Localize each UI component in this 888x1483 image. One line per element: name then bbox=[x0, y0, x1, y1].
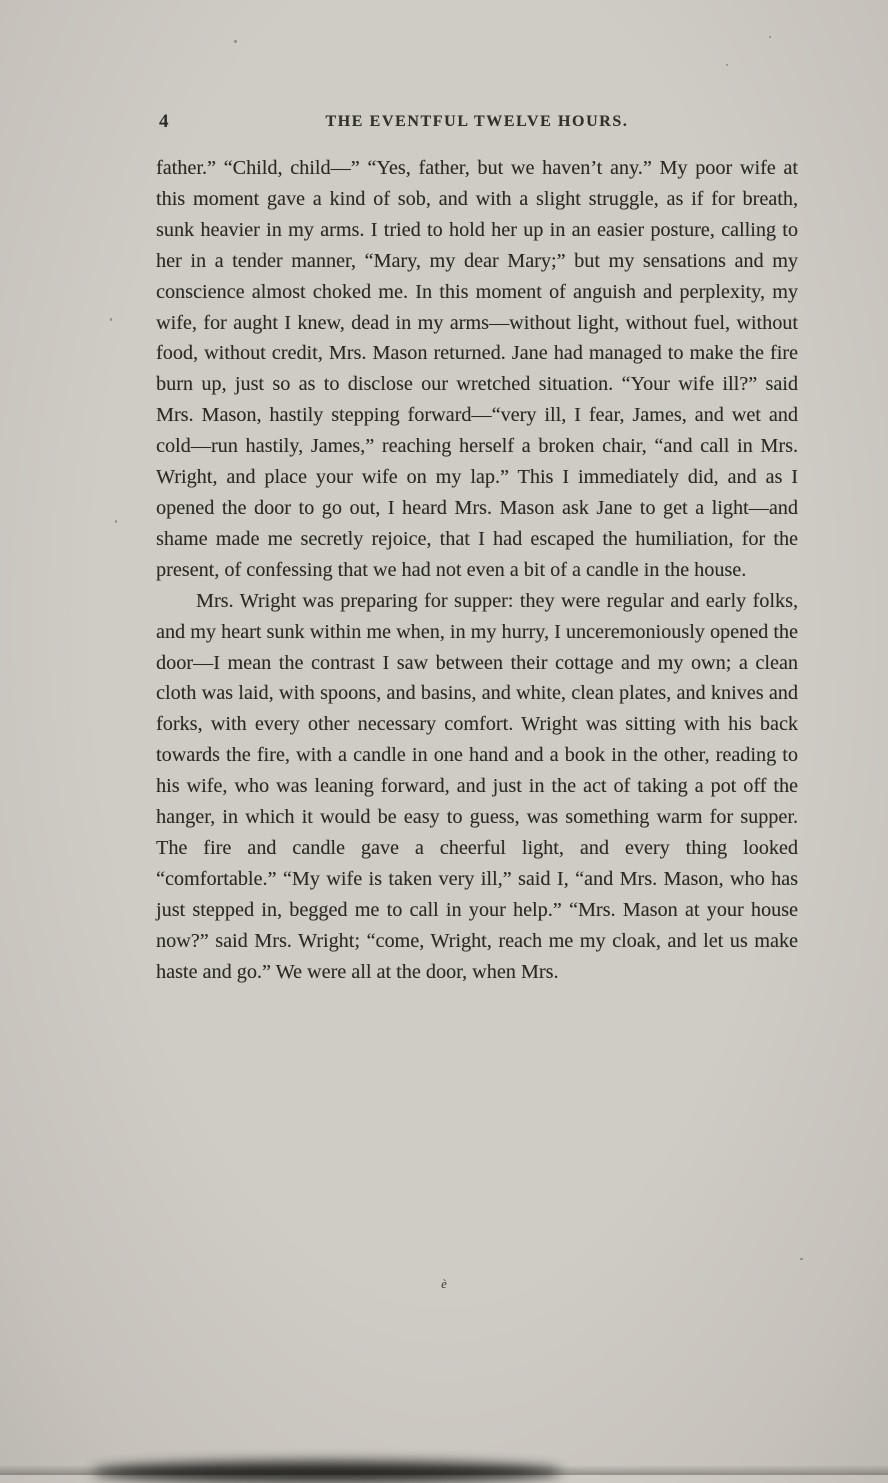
scan-speck bbox=[110, 318, 112, 321]
scan-speck bbox=[800, 1258, 803, 1260]
page-number: 4 bbox=[159, 111, 169, 132]
running-title: THE EVENTFUL TWELVE HOURS. bbox=[325, 113, 629, 130]
page-header bbox=[157, 110, 797, 136]
body-text bbox=[156, 153, 798, 987]
scan-speck bbox=[769, 36, 771, 38]
scan-speck bbox=[115, 520, 117, 523]
signature-mark: è bbox=[441, 1276, 447, 1291]
scan-speck bbox=[234, 40, 237, 43]
paragraph: father.” “Child, child—” “Yes, father, but we haven’t any.” My poor wife at this moment gave a kind of sob, and with a slight struggle, as if for breath, sunk heavier in my arms. I tried to hold her up in an easier posture, calling to her in a tender manner, “Mary, my dear Mary;” but my sensations and my conscience almost choked me. In this moment of anguish and perplexity, my wife, for aught I knew, dead in my arms—without light, without fuel, without food, without credit, Mrs. Mason returned. Jane had managed to make the fire burn up, just so as to disclose our wretched situation. “Your wife ill?” said Mrs. Mason, hastily stepping forward—“very ill, I fear, James, and wet and cold—run hastily, James,” reaching herself a broken chair, “and call in Mrs. Wright, and place your wife on my lap.” This I immediately did, and as I opened the door to go out, I heard Mrs. Mason ask Jane to get a light—and shame made me secretly rejoice, that I had escaped the humiliation, for the present, of confessing that we had not even a bit of a candle in the house. bbox=[156, 157, 798, 581]
scan-bottom-shadow bbox=[92, 1461, 562, 1483]
paragraph: Mrs. Wright was preparing for supper: they were regular and early folks, and my heart sunk within me when, in my hurry, I unceremoniously opened the door—I mean the contrast I saw between their cottage and my own; a clean cloth was laid, with spoons, and basins, and white, clean plates, and knives and forks, with every other necessary comfort. Wright was sitting with his back towards the fire, with a candle in one hand and a book in the other, reading to his wife, who was leaning forward, and just in the act of taking a pot off the hanger, in which it would be easy to guess, was something warm for supper. The fire and candle gave a cheerful light, and every thing looked “comfortable.” “My wife is taken very ill,” said I, “and Mrs. Mason, who has just stepped in, begged me to call in your help.” “Mrs. Mason at your house now?” said Mrs. Wright; “come, Wright, reach me my cloak, and let us make haste and go.” We were all at the door, when Mrs. bbox=[156, 589, 798, 983]
scan-speck bbox=[726, 64, 728, 66]
